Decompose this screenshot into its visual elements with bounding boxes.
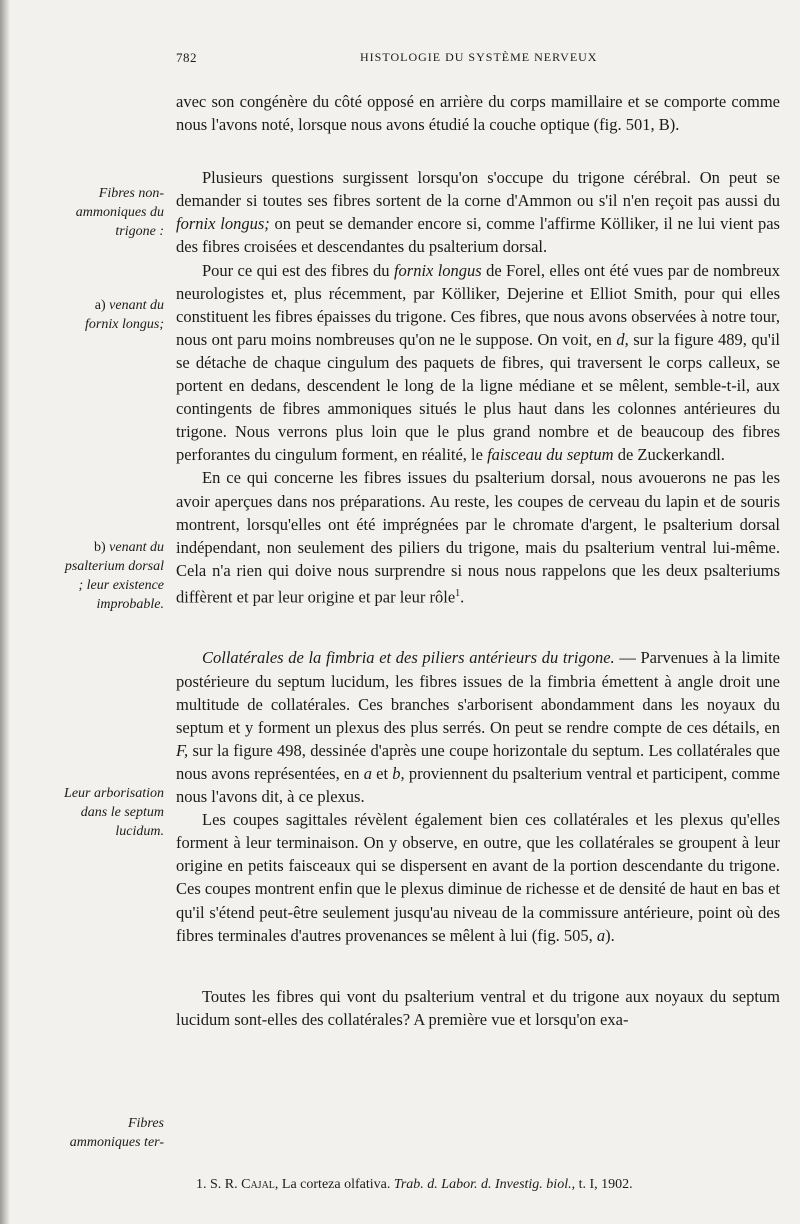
running-title: HISTOLOGIE DU SYSTÈME NERVEUX — [360, 50, 598, 64]
side-note-b-text: venant du psalterium dorsal ; leur existence improbable. — [64, 540, 164, 612]
emphasis-fornix-longus: fornix longus — [393, 260, 482, 280]
paragraph-6 — [176, 808, 780, 947]
paragraph-text: Toutes les fibres qui vont du psalterium ventral et du trigone aux noyaux du septum lucidum sont-elles des collatérales? A première vue et lorsqu'on exa- — [176, 986, 780, 1029]
paragraph-7 — [176, 985, 780, 1031]
paragraph-text: avec son congénère du côté opposé en arrière du corps mamillaire et se comporte comme nous l'avons noté, lorsque nous avons étudié la couche optique (fig. 501, B). — [176, 92, 780, 135]
paragraph-text: Plusieurs questions surgissent lorsqu'on s'occupe du trigone cérébral. On peut se demander si toutes ses fibres sortent de la corne d'Ammon ou s'il n'en reçoit pas aussi du — [176, 168, 780, 211]
side-note-b-psalterium-dorsal — [60, 538, 164, 614]
paragraph-text: Pour ce qui est des fibres du — [202, 260, 394, 280]
emphasis-figure-letter: d, — [616, 329, 629, 349]
paragraph-2 — [176, 166, 780, 258]
paragraph-5 — [176, 646, 780, 808]
paragraph-text: et — [371, 763, 393, 783]
footnote-marker: 1 — [455, 587, 461, 599]
side-note-a-prefix: a) — [94, 298, 106, 313]
section-run-in-heading: Collatérales de la fimbria et des piliers antérieurs du trigone. — [202, 648, 615, 668]
paragraph-text: de Forel, elles ont été vues par de nombreux neurologistes et, plus récemment, par Kölliker, Dejerine et Elliot Smith, pour qui elles constituent les fibres épaisses du trigone. Ces fibres, que nous avons observées à notre tour, nous ont paru moins nombreuses qu'on ne le suppose. On voit, en — [176, 260, 780, 349]
emphasis-figure-letter: a — [596, 925, 606, 945]
emphasis-faisceau-du-septum: faisceau du septum — [487, 445, 614, 465]
footnote-volume: t. I, 1902. — [575, 1177, 633, 1192]
footnote-number: 1. — [196, 1177, 207, 1192]
paragraph-4 — [176, 466, 780, 608]
footnote — [196, 1176, 776, 1194]
footnote-author-name: Cajal, — [241, 1177, 279, 1192]
side-note-text: Fibres non-ammoniques du trigone : — [75, 186, 164, 239]
emphasis-figure-letter: a — [363, 763, 372, 783]
emphasis-fornix-longus: fornix longus; — [176, 214, 270, 234]
emphasis-figure-letter: b, — [392, 763, 405, 783]
page-gutter-shadow — [0, 0, 10, 1224]
paragraph-text: . — [460, 587, 465, 607]
side-note-text: Fibres ammoniques ter- — [69, 1116, 164, 1150]
side-note-a-text: venant du fornix longus; — [85, 298, 164, 332]
paragraph-3 — [176, 259, 780, 467]
paragraph-text: sur la figure 489, qu'il se détache de chaque cingulum des paquets de fibres, qui traversent le corps calleux, se portent en dedans, descendent le long de la ligne médiane et se mêlent, semble-t-il, aux contingents de fibres ammoniques situés le plus haut dans les colonnes antérieures du trigone. Nous verrons plus loin que le plus grand nombre et de beaucoup des fibres perforantes du cingulum forment, en réalité, le — [176, 329, 780, 465]
paragraph-text: — Parvenues à la limite postérieure du septum lucidum, les fibres issues de la fimbria émettent à angle droit une multitude de collatérales. Ces branches s'arborisent abondamment dans les noyaux du septum et y forment un plexus des plus serrés. On peut se rendre compte de ces détails, en — [176, 648, 780, 737]
side-note-a-fornix-longus — [60, 296, 164, 334]
paragraph-1 — [176, 90, 780, 136]
paragraph-text: on peut se demander encore si, comme l'affirme Kölliker, il ne lui vient pas des fibres croisées et descendantes du psalterium dorsal. — [176, 214, 780, 257]
paragraph-text: proviennent du psalterium ventral et participent, comme nous l'avons dit, à ce plexus. — [176, 763, 780, 807]
page-header — [0, 50, 800, 70]
page-number: 782 — [176, 50, 197, 65]
emphasis-figure-letter: F, — [176, 740, 189, 760]
paragraph-text: sur la figure 498, dessinée d'après une coupe horizontale du septum. Les collatérales que nous avons représentées, en — [176, 740, 780, 783]
side-note-text: Leur arborisation dans le septum lucidum. — [64, 786, 164, 839]
side-note-fibres-non-ammoniques — [60, 184, 164, 241]
paragraph-text: ). — [605, 925, 615, 945]
side-note-b-prefix: b) — [94, 540, 106, 555]
footnote-journal: Trab. d. Labor. d. Investig. biol., — [393, 1177, 576, 1192]
footnote-author-initials: S. R. — [210, 1177, 238, 1192]
side-note-leur-arborisation — [60, 784, 164, 841]
side-note-fibres-ammoniques — [60, 1114, 164, 1152]
paragraph-text: Les coupes sagittales révèlent également bien ces collatérales et les plexus qu'elles forment à leur terminaison. On y observe, en outre, que les collatérales se groupent à leur origine en petits faisceaux qui se dispersent en avant de la portion descendante du trigone. Ces coupes montrent enfin que le plexus diminue de richesse et de densité de haut en bas et qu'il s'étend peut-être seulement jusqu'au niveau de la commissure antérieure, point où des fibres terminales d'autres provenances se mêlent à lui (fig. 505, — [176, 810, 780, 945]
main-text-column — [176, 90, 780, 1031]
paragraph-text: de Zuckerkandl. — [613, 445, 725, 465]
paragraph-text: En ce qui concerne les fibres issues du psalterium dorsal, nous avouerons ne pas les avoir aperçues dans nos préparations. Au reste, les coupes de cerveau du lapin et de souris montrent, lorsqu'elles ont été imprégnées par le chromate d'argent, le psalterium dorsal indépendant, non seulement des piliers du trigone, mais du psalterium ventral lui-même. Cela n'a rien qui doive nous surprendre si nous nous rappelons que les deux psalteriums diffèrent et par leur origine et par leur rôle — [176, 468, 780, 607]
footnote-title: La corteza olfativa. — [278, 1177, 394, 1192]
